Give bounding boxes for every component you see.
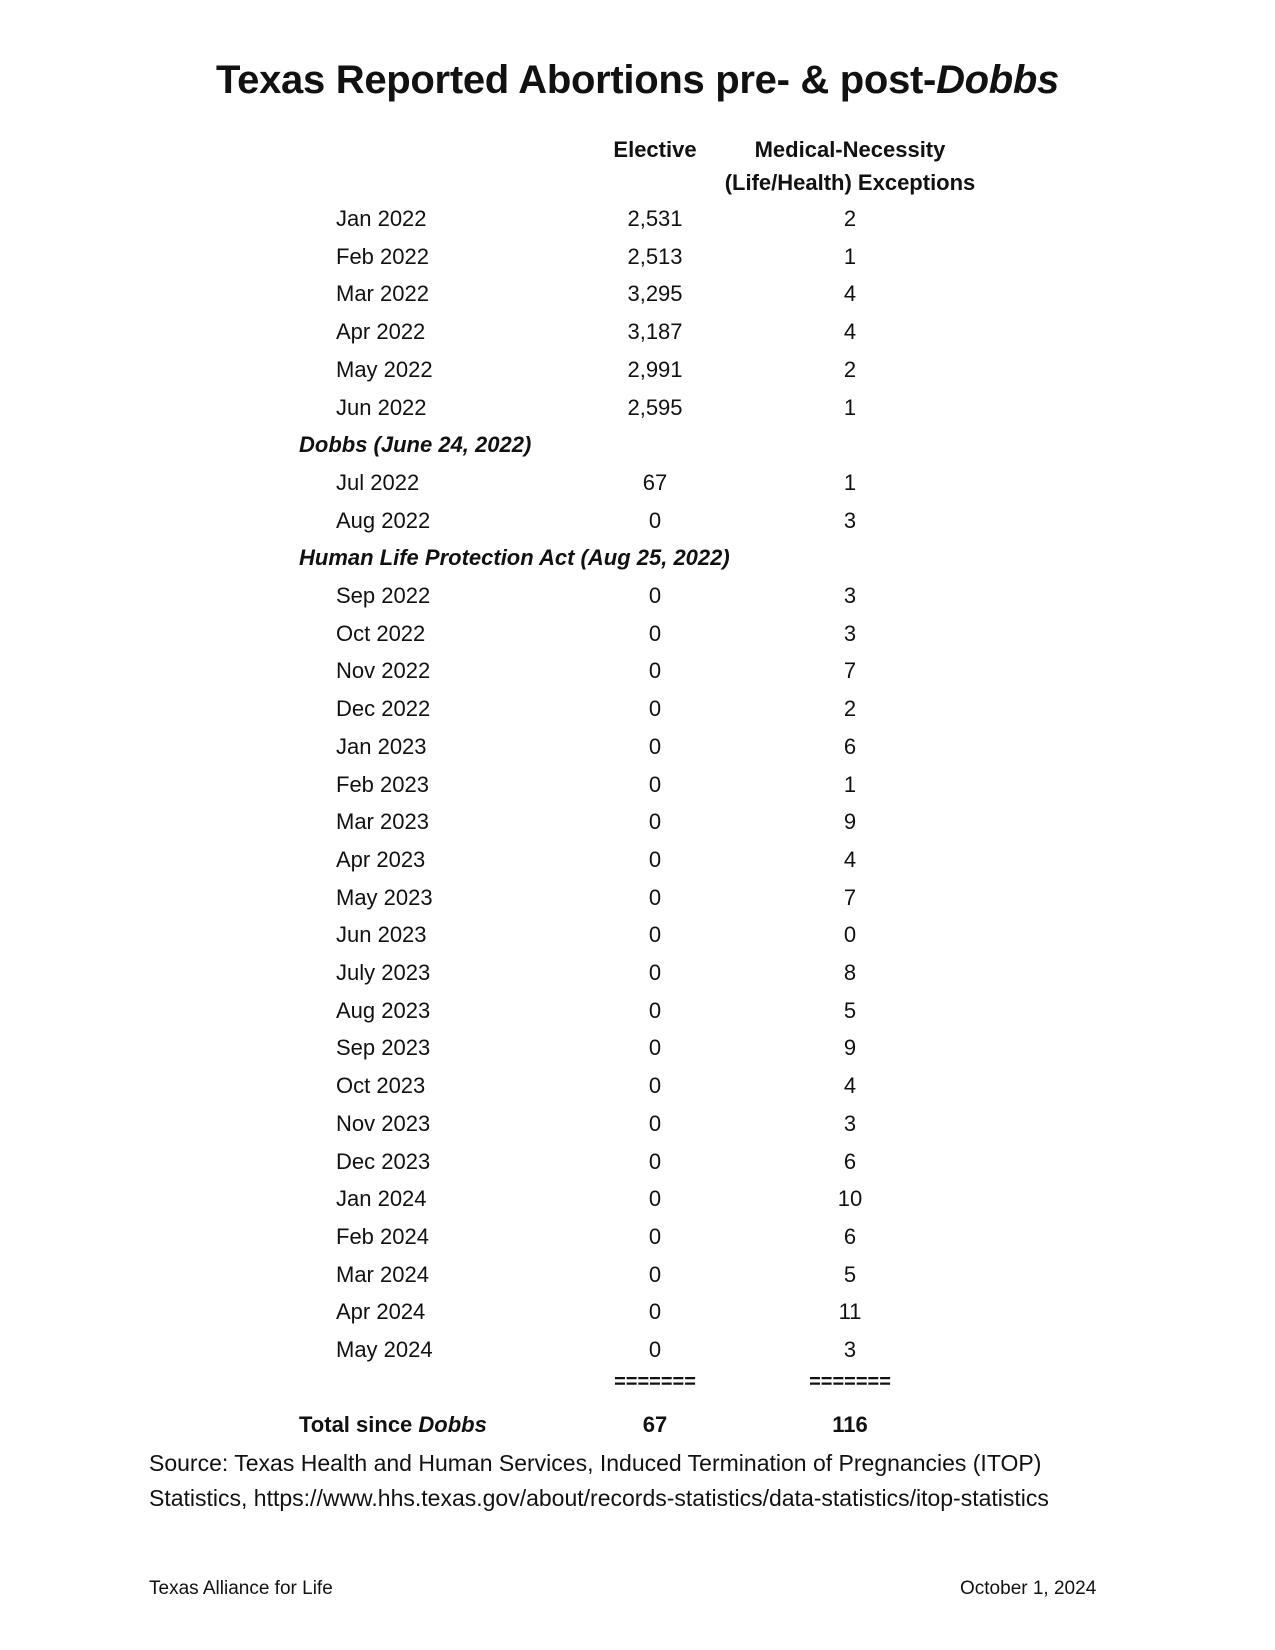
section-label-hlpa: Human Life Protection Act (Aug 25, 2022) [299,545,730,571]
table-row [0,879,1275,917]
medical-cell: 2 [843,696,857,722]
month-cell: Feb 2024 [336,1223,429,1249]
table-row [0,238,1275,276]
table-row [0,1293,1275,1331]
medical-cell: 5 [843,1261,857,1287]
month-cell: Aug 2023 [336,997,431,1023]
month-cell: Jan 2024 [336,1186,427,1212]
table-row [0,1067,1275,1105]
footer-org: Texas Alliance for Life [149,1578,333,1599]
elective-cell: 0 [648,960,662,985]
elective-cell: 0 [648,1261,662,1287]
table-row [0,841,1275,879]
medical-cell: 6 [843,1223,857,1249]
elective-cell: 0 [648,1073,662,1099]
medical-cell: 8 [843,960,857,985]
total-label-italic: Dobbs [418,1412,487,1438]
elective-cell: 3,187 [627,319,683,345]
table-row [0,313,1275,351]
source-line1: Source: Texas Health and Human Services, Induced Termination of Pregnancies (ITOP) [149,1450,1042,1476]
title-italic: Dobbs [936,58,1059,102]
month-cell: Dec 2022 [336,696,431,722]
table-row [0,577,1275,615]
elective-cell: 2,595 [627,394,683,420]
elective-cell: 0 [648,1110,662,1136]
medical-cell: 7 [843,884,857,910]
column-header-medical-line1: Medical-Necessity [754,137,946,162]
table-row [0,1331,1275,1369]
medical-cell: 0 [843,922,857,948]
month-cell: Jul 2022 [336,469,420,495]
elective-cell: 0 [648,997,662,1023]
month-cell: Nov 2022 [336,658,431,684]
elective-cell: 0 [648,846,662,872]
elective-cell: 0 [648,583,662,608]
month-cell: Jan 2022 [336,206,427,231]
table-row [0,954,1275,992]
elective-cell: 0 [648,809,662,835]
elective-cell: 0 [648,884,662,910]
table-row [0,690,1275,728]
separator-medical: ======= [809,1370,891,1393]
medical-cell: 6 [843,733,857,759]
elective-cell: 3,295 [627,281,683,307]
elective-cell: 0 [648,658,662,684]
medical-cell: 9 [843,1035,857,1061]
medical-cell: 7 [843,658,857,684]
elective-cell: 0 [648,733,662,759]
table-row [0,728,1275,766]
medical-cell: 3 [843,507,857,533]
month-cell: Apr 2023 [336,846,426,872]
month-cell: Apr 2024 [336,1299,426,1325]
month-cell: July 2023 [336,960,431,985]
medical-cell: 3 [843,583,857,608]
month-cell: Sep 2023 [336,1035,431,1061]
table-row [0,389,1275,427]
medical-cell: 1 [843,469,857,495]
table-row [0,464,1275,502]
medical-cell: 3 [843,1110,857,1136]
month-cell: Jan 2023 [336,733,427,759]
medical-cell: 1 [843,394,857,420]
elective-cell: 0 [648,922,662,948]
medical-cell: 3 [843,620,857,646]
total-label-text: Total since [299,1412,419,1438]
table-row [0,1143,1275,1181]
table-row [0,200,1275,238]
table-row [0,803,1275,841]
month-cell: Dec 2023 [336,1148,431,1174]
source-line2: Statistics, https://www.hhs.texas.gov/about/records-statistics/data-statistics/itop-statistics [149,1485,1049,1511]
month-cell: Feb 2023 [336,771,429,797]
month-cell: Oct 2023 [336,1073,426,1099]
elective-cell: 2,513 [627,243,683,269]
column-header-medical-line2: (Life/Health) Exceptions [724,170,976,195]
total-elective: 67 [642,1412,668,1438]
medical-cell: 1 [843,771,857,797]
medical-cell: 3 [843,1337,857,1362]
month-cell: Oct 2022 [336,620,426,646]
elective-cell: 0 [648,1299,662,1325]
month-cell: Mar 2023 [336,809,429,835]
table-row [0,351,1275,389]
elective-cell: 0 [648,1186,662,1212]
table-row [0,615,1275,653]
table-row [0,1180,1275,1218]
month-cell: Mar 2024 [336,1261,429,1287]
month-cell: Aug 2022 [336,507,431,533]
elective-cell: 0 [648,620,662,646]
title-main: Texas Reported Abortions pre- & post- [215,58,937,102]
table-row [0,502,1275,540]
medical-cell: 5 [843,997,857,1023]
month-cell: Mar 2022 [336,281,429,307]
medical-cell: 2 [843,206,857,231]
month-cell: Jun 2022 [336,394,427,420]
medical-cell: 4 [843,846,857,872]
month-cell: Feb 2022 [336,243,429,269]
month-cell: Nov 2023 [336,1110,431,1136]
elective-cell: 0 [648,1035,662,1061]
month-cell: May 2024 [336,1337,433,1362]
elective-cell: 0 [648,1337,662,1362]
table-row [0,992,1275,1030]
table-row [0,766,1275,804]
table-row [0,1256,1275,1294]
table-row [0,916,1275,954]
elective-cell: 0 [648,771,662,797]
table-row [0,275,1275,313]
elective-cell: 0 [648,1223,662,1249]
table-row [0,652,1275,690]
month-cell: May 2022 [336,356,433,382]
footer-date: October 1, 2024 [960,1578,1097,1599]
month-cell: Sep 2022 [336,583,431,608]
total-label [299,1412,487,1438]
elective-cell: 0 [648,507,662,533]
total-medical: 116 [832,1412,868,1438]
medical-cell: 11 [838,1299,862,1325]
medical-cell: 4 [843,281,857,307]
elective-cell: 0 [648,1148,662,1174]
table-row [0,1029,1275,1067]
elective-cell: 2,991 [627,356,683,382]
medical-cell: 4 [843,1073,857,1099]
medical-cell: 9 [843,809,857,835]
column-header-elective: Elective [613,137,697,162]
elective-cell: 67 [642,469,668,495]
table-row [0,1105,1275,1143]
source-note [149,1446,1199,1516]
month-cell: May 2023 [336,884,433,910]
medical-cell: 1 [843,243,857,269]
month-cell: Apr 2022 [336,319,426,345]
elective-cell: 0 [648,696,662,722]
elective-cell: 2,531 [627,206,683,231]
medical-cell: 4 [843,319,857,345]
medical-cell: 6 [843,1148,857,1174]
month-cell: Jun 2023 [336,922,427,948]
medical-cell: 10 [837,1186,863,1212]
medical-cell: 2 [843,356,857,382]
table-row [0,1218,1275,1256]
separator-elective: ======= [614,1370,696,1393]
section-label-dobbs: Dobbs (June 24, 2022) [299,432,532,458]
